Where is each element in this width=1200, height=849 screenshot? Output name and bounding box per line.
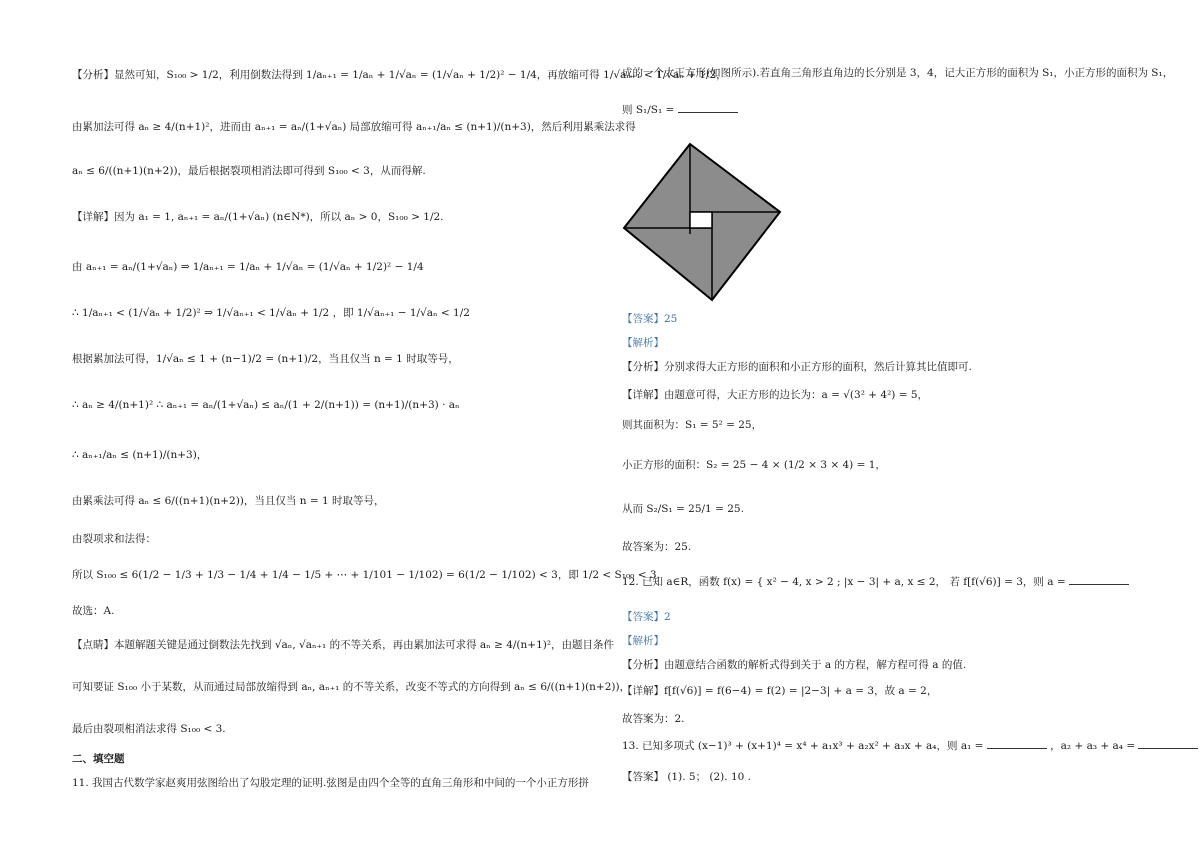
- answer-label: 【答案】25: [622, 313, 678, 325]
- detail-line-3: ∴ 1/aₙ₊₁ < (1/√aₙ + 1/2)² ⇒ 1/√aₙ₊₁ < 1/√aₙ + 1/2 ，即 1/√aₙ₊₁ − 1/√aₙ < 1/2: [72, 307, 470, 319]
- detail-line-8: 由裂项求和法得：: [72, 533, 156, 545]
- question-12-text: 12. 已知 a∈R，函数 f(x) = { x² − 4, x > 2 ; |x − 3| + a, x ≤ 2， 若 f[f(√6)] = 3，则 a =: [622, 576, 1066, 588]
- detail-11-line-1: 【详解】由题意可得，大正方形的边长为：a = √(3² + 4²) = 5，: [622, 389, 929, 401]
- detail-line-1: 【详解】因为 a₁ = 1, aₙ₊₁ = aₙ/(1+√aₙ) (n∈N*)，所以 aₙ > 0，S₁₀₀ > 1/2.: [72, 211, 444, 223]
- detail-11-line-2: 则其面积为：S₁ = 5² = 25，: [622, 419, 763, 431]
- remark-line-3: 最后由裂项相消法求得 S₁₀₀ < 3.: [72, 723, 226, 735]
- analysis-11: 【分析】分别求得大正方形的面积和小正方形的面积，然后计算其比值即可.: [622, 361, 972, 373]
- pythagoras-figure: [622, 142, 782, 302]
- question-11-ratio: 则 S₁/S₁ =: [622, 104, 675, 116]
- detail-line-4: 根据累加法可得，1/√aₙ ≤ 1 + (n−1)/2 = (n+1)/2，当且仅当 n = 1 时取等号，: [72, 353, 459, 365]
- detail-line-7: 由累乘法可得 aₙ ≤ 6/((n+1)(n+2))，当且仅当 n = 1 时取等号，: [72, 495, 385, 507]
- detail-line-5: ∴ aₙ ≥ 4/(n+1)² ∴ aₙ₊₁ = aₙ/(1+√aₙ) ≤ aₙ/(1 + 2/(n+1)) = (n+1)/(n+3) · aₙ: [72, 399, 460, 411]
- analysis-line-1: 【分析】显然可知，S₁₀₀ > 1/2，利用倒数法得到 1/aₙ₊₁ = 1/aₙ + 1/√aₙ = (1/√aₙ + 1/2)² − 1/4，再放缩可得 1/√aₙ₊₁ < 1/√aₙ + 1/2，: [72, 69, 727, 81]
- answer-blank: [678, 102, 738, 113]
- section-heading: 二、填空题: [72, 753, 125, 765]
- inner-square: [690, 212, 712, 228]
- remark-line-1: 【点睛】本题解题关键是通过倒数法先找到 √aₙ, √aₙ₊₁ 的不等关系，再由累加法可求得 aₙ ≥ 4/(n+1)²，由题目条件: [72, 639, 615, 651]
- detail-line-6: ∴ aₙ₊₁/aₙ ≤ (n+1)/(n+3)，: [72, 449, 208, 461]
- question-11-line-3: [622, 102, 738, 118]
- answer-13: 【答案】 (1). 5； (2). 10 .: [622, 771, 751, 783]
- answer-blank: [1138, 738, 1198, 749]
- question-12: [622, 574, 1129, 590]
- final-answer-12: 故答案为：2.: [622, 713, 685, 725]
- answer-blank: [987, 738, 1047, 749]
- analysis-line-2: 由累加法可得 aₙ ≥ 4/(n+1)²，进而由 aₙ₊₁ = aₙ/(1+√aₙ) 局部放缩可得 aₙ₊₁/aₙ ≤ (n+1)/(n+3)，然后利用累乘法求得: [72, 121, 636, 133]
- question-11-line-2: 成的一个大正方形(如图所示).若直角三角形直角边的长分别是 3，4，记大正方形的面积为 S₁，小正方形的面积为 S₁，: [622, 67, 1174, 79]
- detail-11-line-3: 小正方形的面积：S₂ = 25 − 4 × (1/2 × 3 × 4) = 1，: [622, 459, 886, 471]
- remark-line-2: 可知要证 S₁₀₀ 小于某数，从而通过局部放缩得到 aₙ, aₙ₊₁ 的不等关系，改变不等式的方向得到 aₙ ≤ 6/((n+1)(n+2))，: [72, 681, 631, 693]
- analysis-12: 【分析】由题意结合函数的解析式得到关于 a 的方程，解方程可得 a 的值.: [622, 659, 967, 671]
- solution-label: 【解析】: [622, 635, 664, 647]
- answer-label: 【答案】2: [622, 611, 671, 623]
- analysis-line-3: aₙ ≤ 6/((n+1)(n+2))，最后根据裂项相消法即可得到 S₁₀₀ < 3，从而得解.: [72, 165, 426, 177]
- question-11-line-1: 11. 我国古代数学家赵爽用弦图给出了勾股定理的证明.弦图是由四个全等的直角三角形和中间的一个小正方形拼: [72, 777, 589, 789]
- solution-label: 【解析】: [622, 337, 664, 349]
- question-13: [622, 738, 1198, 754]
- detail-12: 【详解】f[f(√6)] = f(6−4) = f(2) = |2−3| + a = 3，故 a = 2，: [622, 685, 938, 697]
- question-13-text-2: ，a₂ + a₃ + a₄ =: [1050, 740, 1136, 752]
- detail-line-9: 所以 S₁₀₀ ≤ 6(1/2 − 1/3 + 1/3 − 1/4 + 1/4 − 1/5 + ⋯ + 1/101 − 1/102) = 6(1/2 − 1/102) < 3，即 1/2 < S₁₀₀ < 3.: [72, 569, 660, 581]
- final-answer-11: 故答案为：25.: [622, 541, 692, 553]
- question-13-text: 13. 已知多项式 (x−1)³ + (x+1)⁴ = x⁴ + a₁x³ + a₂x² + a₃x + a₄，则 a₁ =: [622, 740, 984, 752]
- detail-11-line-4: 从而 S₂/S₁ = 25/1 = 25.: [622, 503, 744, 515]
- answer-choice: 故选：A.: [72, 605, 115, 617]
- answer-blank: [1069, 574, 1129, 585]
- detail-line-2: 由 aₙ₊₁ = aₙ/(1+√aₙ) ⇒ 1/aₙ₊₁ = 1/aₙ + 1/√aₙ = (1/√aₙ + 1/2)² − 1/4: [72, 261, 424, 273]
